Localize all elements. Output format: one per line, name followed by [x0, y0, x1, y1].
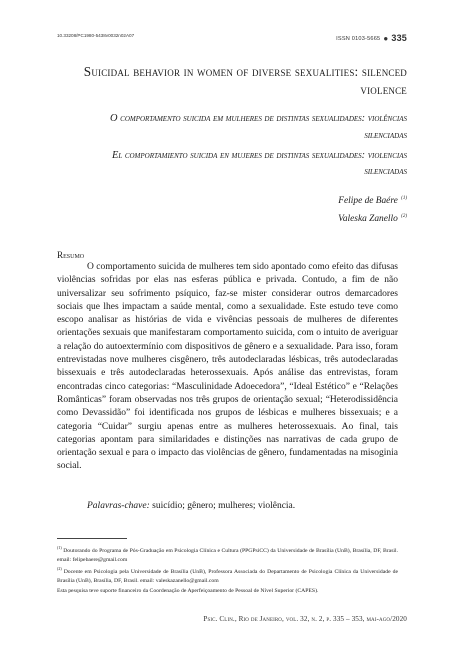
keywords-label: Palavras-chave: [87, 501, 150, 511]
keywords-line [57, 500, 398, 513]
running-footer: Psic. Clin., Rio de Janeiro, vol. 32, n. 2, p. 335 – 353, mai-ago/2020 [203, 615, 407, 623]
author-name: Felipe de Baére [338, 196, 398, 207]
author-2 [338, 209, 407, 227]
doi-label: 10.33208/PC1980-5438v0032n02A07 [57, 33, 135, 38]
abstract-body [57, 261, 398, 474]
issn-label: ISSN 0103-5665 [336, 36, 381, 42]
footnote-text: Esta pesquisa teve suporte financeiro da Coordenação de Aperfeiçoamento de Pessoal de Nível Superior (CAPES). [57, 588, 319, 594]
article-title-portuguese: O comportamento suicida em mulheres de distintas sexualidades: violências silenciadas [110, 113, 407, 141]
abstract-text: O comportamento suicida de mulheres tem sido apontado como efeito das difusas violências sofridas por elas nas esferas pública e privada. Contudo, a fim de não universalizar seu sofrimento psíquico, faz-se mister considerar outros demarcadores sociais que lhes impactam a saúde mental, como a sexualidade. Este estudo teve como escopo analisar as histórias de vida e vivências pessoais de mulheres de diferentes orientações sexuais que manifestaram comportamento suicida, com o intuito de averiguar a relação do autoextermínio com dispositivos de gênero e a sexualidade. Para isso, foram entrevistadas nove mulheres cisgênero, três autodeclaradas lésbicas, três autodeclaradas bissexuais e três autodeclaradas heterossexuais. Após análise das entrevistas, foram encontradas cinco categorias: “Masculinidade Adoecedora”, “Ideal Estético” e “Relações Românticas” foram observadas nos três grupos de orientação sexual; “Heterodissidência como Devassidão” foi identificada nos grupos de lésbicas e mulheres bissexuais; e a categoria “Cuidar” surgiu apenas entre as mulheres heterossexuais. Ao final, tais categorias apontam para similaridades e distinções nas narrativas de cada grupo de orientação sexual e para o impacto das violências de gênero, fundamentadas na misoginia social. [57, 262, 398, 472]
footnote-1 [57, 544, 398, 564]
footnote-divider [57, 538, 127, 539]
article-title: Suicidal behavior in women of diverse sexualities: silenced violence [83, 64, 407, 97]
article-title-spanish: El comportamiento suicida en mujeres de distintas sexualidades: violencias silenciadas [111, 150, 407, 177]
author-list [338, 191, 407, 227]
footnote-2 [57, 565, 398, 585]
keywords-text: suicídio; gênero; mulheres; violência. [152, 501, 296, 511]
author-note: (2) [401, 214, 407, 220]
funding-note [57, 587, 398, 596]
footnote-mark: (1) [57, 545, 62, 550]
separator-dot: ● [383, 34, 389, 43]
page-number: 335 [391, 33, 407, 43]
footnote-mark: (2) [57, 566, 62, 571]
abstract-heading: Resumo [57, 250, 85, 260]
issn-header [336, 33, 407, 43]
author-note: (1) [401, 196, 407, 201]
author-1 [338, 191, 407, 209]
footnote-text: Doutorando do Programa de Pós-Graduação em Psicologia Clínica e Cultura (PPGPsiCC) da Universidade de Brasília (UnB), Brasília, DF, Brasil. email: felipebaere@gmail.com [57, 547, 398, 563]
footnote-text: Docente em Psicologia pela Universidade de Brasília (UnB), Professora Associada do Departamento de Psicologia Clínica da Universidade de Brasília (UnB), Brasília, DF, Brasil. email: valeskazanello@gmail.com [57, 568, 398, 584]
author-name: Valeska Zanello [338, 214, 398, 225]
